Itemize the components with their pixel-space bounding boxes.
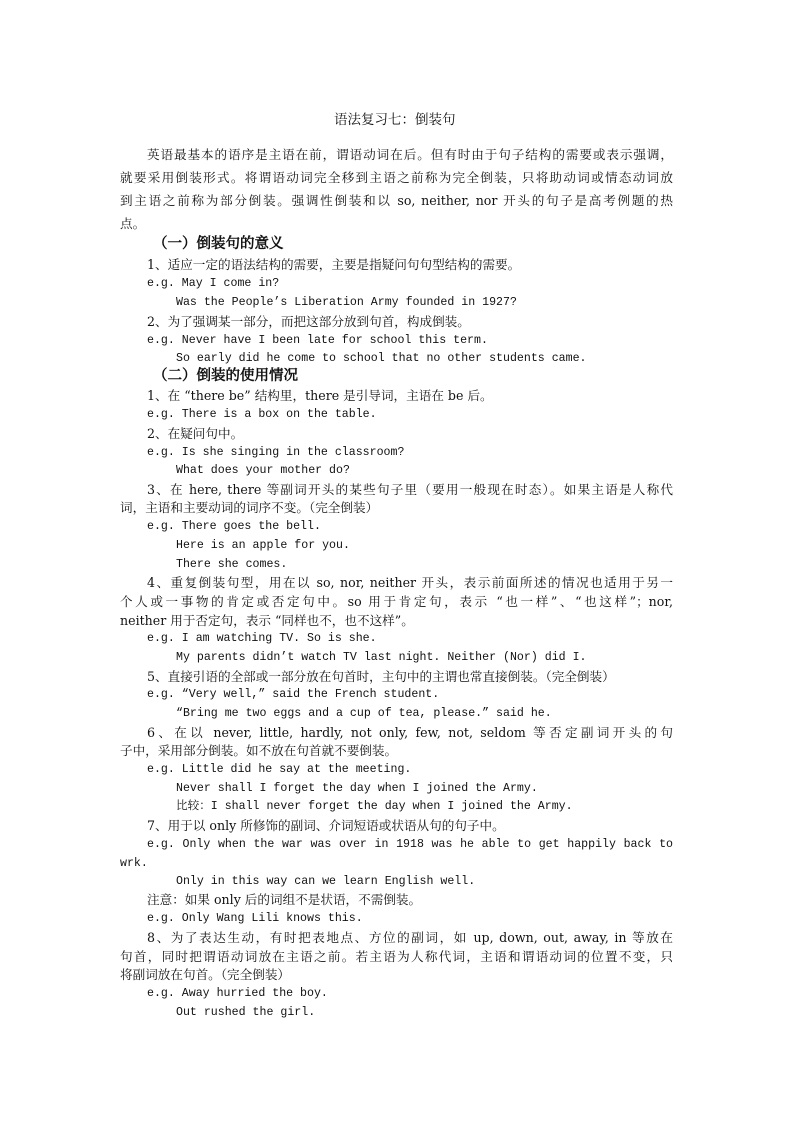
rule-1-example: e.g. There is a box on the table. — [147, 408, 377, 421]
rule-8-example-2: Out rushed the girl. — [176, 1006, 316, 1019]
section1-example-1a: e.g. May I come in? — [147, 277, 280, 290]
intro-line-4: 点。 — [120, 216, 146, 231]
rule-2-example-1: e.g. Is she singing in the classroom? — [147, 446, 405, 459]
rule-5-example-1: e.g. “Very well,” said the French student. — [147, 688, 440, 701]
rule-7: 7、用于以 only 所修饰的副词、介词短语或状语从句的句子中。 — [147, 818, 505, 833]
rule-4-line-1: 4、重复倒装句型，用在以 so, nor, neither 开头，表示前面所述的情况也适用于另一 — [147, 575, 673, 590]
intro-line-1: 英语最基本的语序是主语在前，谓语动词在后。但有时由于句子结构的需要或表示强调， — [147, 147, 673, 162]
rule-3-example-2: Here is an apple for you. — [176, 539, 350, 552]
section1-point-1: 1、适应一定的语法结构的需要，主要是指疑问句句型结构的需要。 — [147, 257, 521, 272]
rule-6-example-1: e.g. Little did he say at the meeting. — [147, 763, 412, 776]
section1-example-2a: e.g. Never have I been late for school this term. — [147, 334, 488, 347]
rule-3-line-1: 3、在 here, there 等副词开头的某些句子里（要用一般现在时态）。如果主语是人称代 — [147, 482, 673, 497]
rule-5: 5、直接引语的全部或一部分放在句首时，主句中的主谓也常直接倒装。（完全倒装） — [147, 669, 615, 684]
intro-line-3: 到主语之前称为部分倒装。强调性倒装和以 so, neither, nor 开头的句子是高考例题的热 — [120, 193, 673, 208]
rule-6-example-2: Never shall I forget the day when I joined the Army. — [176, 782, 538, 795]
rule-3-example-1: e.g. There goes the bell. — [147, 520, 321, 533]
rule-8-line-3: 将副词放在句首。（完全倒装） — [120, 967, 291, 982]
rule-5-example-2: “Bring me two eggs and a cup of tea, please.” said he. — [176, 707, 552, 720]
rule-2: 2、在疑问句中。 — [147, 426, 244, 441]
rule-8-line-2: 句首，同时把谓语动词放在主语之前。若主语为人称代词，主语和谓语动词的位置不变，只 — [120, 949, 673, 964]
page-title: 语法复习七：倒装句 — [334, 112, 456, 128]
rule-8-line-1: 8、为了表达生动，有时把表地点、方位的副词，如 up, down, out, away, in 等放在 — [147, 930, 673, 945]
section1-heading: （一）倒装句的意义 — [153, 236, 284, 252]
section1-point-2: 2、为了强调某一部分，而把这部分放到句首，构成倒装。 — [147, 314, 470, 329]
rule-7-note-example: e.g. Only Wang Lili knows this. — [147, 912, 363, 925]
section1-example-1b: Was the People’s Liberation Army founded in 1927? — [176, 296, 517, 309]
section1-example-2b: So early did he come to school that no other students came. — [176, 352, 587, 365]
rule-7-example-1-line-2: wrk. — [120, 857, 148, 870]
rule-4-line-2: 个人或一事物的肯定或否定句中。so 用于肯定句，表示 “也一样”、“也这样”；nor, — [120, 594, 673, 609]
rule-3-line-2: 词，主语和主要动词的词序不变。（完全倒装） — [120, 500, 379, 515]
rule-8-example-1: e.g. Away hurried the boy. — [147, 987, 328, 1000]
rule-2-example-2: What does your mother do? — [176, 464, 350, 477]
rule-4-example-1: e.g. I am watching TV. So is she. — [147, 632, 377, 645]
rule-6-comparison: 比较：I shall never forget the day when I joined the Army. — [176, 800, 573, 813]
rule-6-line-2: 子中，采用部分倒装。如不放在句首就不要倒装。 — [120, 743, 398, 758]
rule-6-line-1: 6、在以 never, little, hardly, not only, few, not, seldom 等否定副词开头的句 — [147, 725, 673, 740]
rule-3-example-3: There she comes. — [176, 558, 288, 571]
rule-7-example-1-line-1: e.g. Only when the war was over in 1918 was he able to get happily back to — [147, 838, 673, 851]
section2-heading: （二）倒装的使用情况 — [153, 368, 298, 384]
rule-4-example-2: My parents didn’t watch TV last night. Neither (Nor) did I. — [176, 651, 587, 664]
rule-7-note: 注意：如果 only 后的词组不是状语，不需倒装。 — [147, 892, 422, 907]
rule-1: 1、在 “there be” 结构里，there 是引导词，主语在 be 后。 — [147, 388, 493, 403]
rule-4-line-3: neither 用于否定句，表示 “同样也不，也不这样”。 — [120, 613, 414, 628]
rule-7-example-2: Only in this way can we learn English well. — [176, 875, 476, 888]
intro-line-2: 就要采用倒装形式。将谓语动词完全移到主语之前称为完全倒装，只将助动词或情态动词放 — [120, 170, 673, 185]
